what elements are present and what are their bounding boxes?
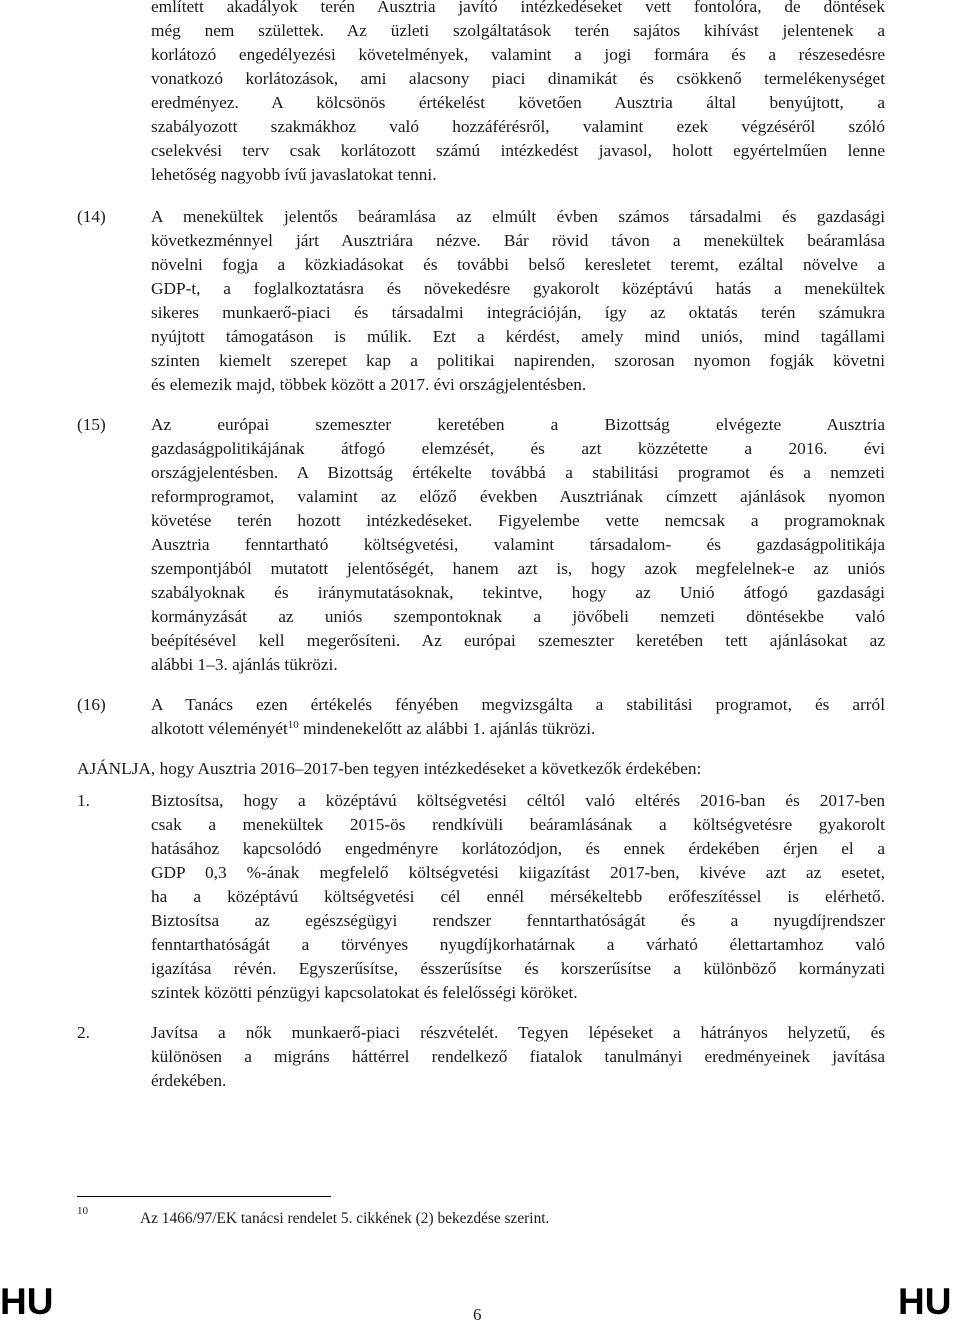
text-line: igazítása révén. Egyszerűsítse, ésszerűsítse és korszerűsítse a különböző kormányzati <box>151 959 885 978</box>
language-code-right: HU <box>898 1281 952 1322</box>
text-line: lehetőség nagyobb ívű javaslatokat tenni. <box>151 165 437 184</box>
text-line: GDP 0,3 %-ának megfelelő költségvetési kiigazítást 2017-ben, kivéve azt az esetet, <box>151 863 885 882</box>
text-line: eredményez. A kölcsönös értékelést követően Ausztria által benyújtott, a <box>151 93 885 112</box>
text-line: reformprogramot, valamint az előző években Ausztriának címzett ajánlások nyomon <box>151 487 885 506</box>
text-line: ha a középtávú költségvetési cél ennél mérsékeltebb erőfeszítéssel is elérhető. <box>151 887 885 906</box>
text-line: korlátozó engedélyezési követelmények, valamint a jogi formára és a részesedésre <box>151 45 885 64</box>
text-line <box>151 717 595 741</box>
text-line: A menekültek jelentős beáramlása az elmúlt évben számos társadalmi és gazdasági <box>151 207 885 226</box>
text-line: beépítésével kell megerősíteni. Az európai szemeszter keretében tett ajánlásokat az <box>151 631 885 650</box>
text-line: hatásához kapcsolódó engedményre korlátozódjon, és ennek érdekében érjen el a <box>151 839 885 858</box>
text-line: következménnyel járt Ausztriára nézve. Bár rövid távon a menekültek beáramlása <box>151 231 885 250</box>
text-line: említett akadályok terén Ausztria javító intézkedéseket vett fontolóra, de döntések <box>151 0 885 16</box>
text-line: és elemezik majd, többek között a 2017. évi országjelentésben. <box>151 375 587 394</box>
page-number: 6 <box>473 1305 482 1324</box>
text-line: Javítsa a nők munkaerő-piaci részvételét. Tegyen lépéseket a hátrányos helyzetű, és <box>151 1023 885 1042</box>
text-line: országjelentésben. A Bizottság értékelte továbbá a stabilitási programot és a nemzeti <box>151 463 885 482</box>
recommendation-number: 1. <box>77 791 90 810</box>
text-line: szabályozott szakmákhoz való hozzáférésről, valamint ezek végzéséről szóló <box>151 117 885 136</box>
text-line: nyújtott támogatáson is múlik. Ezt a kérdést, amely mind uniós, mind tagállami <box>151 327 885 346</box>
text-span: alkotott véleményét <box>151 719 288 738</box>
text-line: különösen a migráns háttérrel rendelkező fiatalok tanulmányi eredményeinek javítása <box>151 1047 885 1066</box>
text-line: még nem születtek. Az üzleti szolgáltatások terén sajátos kihívást jelentenek a <box>151 21 885 40</box>
paragraph-number: (16) <box>77 695 106 714</box>
text-line: GDP-t, a foglalkoztatásra és növekedésre gyakorolt középtávú hatás a menekültek <box>151 279 885 298</box>
text-line: Ausztria fenntartható költségvetési, valamint társadalom- és gazdaságpolitikája <box>151 535 885 554</box>
text-line: Biztosítsa, hogy a középtávú költségvetési céltól való eltérés 2016-ban és 2017-ben <box>151 791 885 810</box>
footnote-number: 10 <box>77 1205 88 1217</box>
footnote-separator <box>77 1196 331 1197</box>
footnote-reference[interactable]: 10 <box>287 719 299 731</box>
recommendation-heading: AJÁNLJA, hogy Ausztria 2016–2017-ben tegyen intézkedéseket a következők érdekében: <box>77 759 702 778</box>
text-line: szempontjából mutatott jelentőségét, hanem azt is, hogy azok megfelelnek-e az uniós <box>151 559 885 578</box>
paragraph-number: (15) <box>77 415 106 434</box>
text-line: sikeres munkaerő-piaci és társadalmi integrációján, így az oktatás terén számukra <box>151 303 885 322</box>
text-line: fenntarthatóságát a törvényes nyugdíjkorhatárnak a várható élettartamhoz való <box>151 935 885 954</box>
text-line: A Tanács ezen értékelés fényében megvizsgálta a stabilitási programot, és arról <box>151 695 885 714</box>
text-line: Biztosítsa az egészségügyi rendszer fenntarthatóságát és a nyugdíjrendszer <box>151 911 885 930</box>
text-line: érdekében. <box>151 1071 227 1090</box>
text-span: mindenekelőtt az alábbi 1. ajánlás tükrözi. <box>298 719 596 738</box>
text-line: szabályoknak és iránymutatásoknak, tekintve, hogy az Unió átfogó gazdasági <box>151 583 885 602</box>
text-line: követése terén hozott intézkedéseket. Figyelembe vette nemcsak a programoknak <box>151 511 885 530</box>
text-line: csak a menekültek 2015-ös rendkívüli beáramlásának a költségvetésre gyakorolt <box>151 815 885 834</box>
text-line: vonatkozó korlátozások, ami alacsony piaci dinamikát és csökkenő termelékenységet <box>151 69 885 88</box>
text-line: szintek közötti pénzügyi kapcsolatokat és felelősségi köröket. <box>151 983 578 1002</box>
footnote-text: Az 1466/97/EK tanácsi rendelet 5. cikkének (2) bekezdése szerint. <box>140 1210 550 1227</box>
text-line: kormányzását az uniós szempontoknak a jövőbeli nemzeti döntésekbe való <box>151 607 885 626</box>
text-line: Az európai szemeszter keretében a Bizottság elvégezte Ausztria <box>151 415 885 434</box>
paragraph-number: (14) <box>77 207 106 226</box>
recommendation-number: 2. <box>77 1023 90 1042</box>
text-line: szinten kiemelt szerepet kap a politikai napirenden, szorosan nyomon fogják követni <box>151 351 885 370</box>
text-line: alábbi 1–3. ajánlás tükrözi. <box>151 655 338 674</box>
language-code-left: HU <box>0 1281 54 1322</box>
text-line: növelni fogja a közkiadásokat és további belső keresletet teremt, ezáltal növelve a <box>151 255 885 274</box>
text-line: gazdaságpolitikájának átfogó elemzését, és azt közzétette a 2016. évi <box>151 439 885 458</box>
text-line: cselekvési terv csak korlátozott számú intézkedést javasol, holott egyértelműen lenne <box>151 141 885 160</box>
